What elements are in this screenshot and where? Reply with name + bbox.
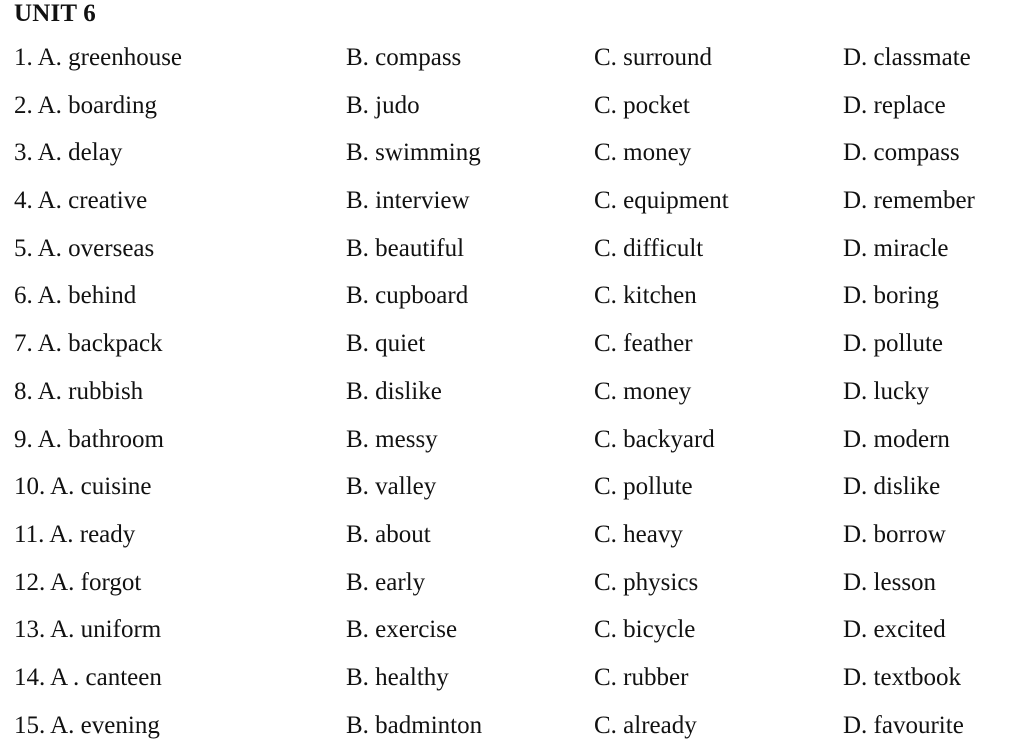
option-c: C. pocket bbox=[594, 91, 690, 119]
option-b: B. dislike bbox=[346, 377, 442, 405]
option-a: 4. A. creative bbox=[14, 187, 148, 215]
question-row bbox=[0, 418, 1024, 466]
question-row bbox=[0, 131, 1024, 179]
option-a: 7. A. backpack bbox=[14, 330, 163, 358]
option-c: C. feather bbox=[594, 330, 693, 358]
option-c: C. bicycle bbox=[594, 616, 696, 644]
option-d: D. dislike bbox=[843, 473, 941, 501]
option-b: B. exercise bbox=[346, 616, 458, 644]
option-d: D. pollute bbox=[843, 330, 943, 358]
option-c: C. difficult bbox=[594, 234, 704, 262]
option-c: C. money bbox=[594, 377, 692, 405]
question-row bbox=[0, 656, 1024, 704]
option-d: D. borrow bbox=[843, 520, 946, 548]
option-b: B. beautiful bbox=[346, 234, 465, 262]
option-b: B. early bbox=[346, 568, 426, 596]
option-d: D. favourite bbox=[843, 711, 964, 739]
option-d: D. miracle bbox=[843, 234, 949, 262]
option-a: 2. A. boarding bbox=[14, 91, 158, 119]
option-a: 8. A. rubbish bbox=[14, 377, 144, 405]
question-row bbox=[0, 227, 1024, 275]
question-row bbox=[0, 608, 1024, 656]
question-row bbox=[0, 274, 1024, 322]
option-a: 14. A . canteen bbox=[14, 663, 162, 691]
option-c: C. surround bbox=[594, 44, 713, 71]
option-d: D. excited bbox=[843, 616, 946, 644]
option-c: C. rubber bbox=[594, 663, 689, 691]
option-c: C. money bbox=[594, 139, 692, 167]
option-a: 5. A. overseas bbox=[14, 234, 155, 262]
option-b: B. healthy bbox=[346, 663, 449, 691]
option-b: B. judo bbox=[346, 91, 420, 119]
option-a: 9. A. bathroom bbox=[14, 425, 164, 453]
option-d: D. classmate bbox=[843, 44, 971, 71]
option-c: C. pollute bbox=[594, 473, 693, 501]
question-row bbox=[0, 704, 1024, 752]
option-a: 11. A. ready bbox=[14, 520, 136, 548]
option-d: D. lucky bbox=[843, 377, 930, 405]
option-b: B. cupboard bbox=[346, 282, 469, 310]
option-d: D. compass bbox=[843, 139, 960, 167]
option-c: C. physics bbox=[594, 568, 699, 596]
option-d: D. lesson bbox=[843, 568, 937, 596]
option-c: C. already bbox=[594, 711, 697, 739]
option-b: B. valley bbox=[346, 473, 437, 501]
option-c: C. kitchen bbox=[594, 282, 697, 310]
option-d: D. boring bbox=[843, 282, 939, 310]
question-list bbox=[0, 36, 1024, 751]
option-b: B. messy bbox=[346, 425, 438, 453]
option-a: 12. A. forgot bbox=[14, 568, 142, 596]
option-d: D. replace bbox=[843, 91, 946, 119]
question-row bbox=[0, 84, 1024, 132]
unit-title: UNIT 6 bbox=[14, 0, 97, 27]
option-d: D. textbook bbox=[843, 663, 962, 691]
option-b: B. about bbox=[346, 520, 431, 548]
option-a: 1. A. greenhouse bbox=[14, 44, 183, 71]
option-d: D. modern bbox=[843, 425, 950, 453]
option-c: C. backyard bbox=[594, 425, 715, 453]
option-c: C. heavy bbox=[594, 520, 683, 548]
option-a: 3. A. delay bbox=[14, 139, 123, 167]
option-a: 15. A. evening bbox=[14, 711, 160, 739]
option-b: B. swimming bbox=[346, 139, 481, 167]
option-b: B. interview bbox=[346, 187, 470, 215]
question-row bbox=[0, 561, 1024, 609]
option-a: 13. A. uniform bbox=[14, 616, 162, 644]
question-row bbox=[0, 513, 1024, 561]
option-b: B. badminton bbox=[346, 711, 483, 739]
question-row bbox=[0, 36, 1024, 84]
question-row bbox=[0, 322, 1024, 370]
option-b: B. quiet bbox=[346, 330, 426, 358]
question-row bbox=[0, 465, 1024, 513]
option-a: 10. A. cuisine bbox=[14, 473, 152, 501]
option-d: D. remember bbox=[843, 187, 975, 215]
option-a: 6. A. behind bbox=[14, 282, 137, 310]
option-b: B. compass bbox=[346, 44, 462, 71]
question-row bbox=[0, 179, 1024, 227]
question-row bbox=[0, 370, 1024, 418]
option-c: C. equipment bbox=[594, 187, 729, 215]
